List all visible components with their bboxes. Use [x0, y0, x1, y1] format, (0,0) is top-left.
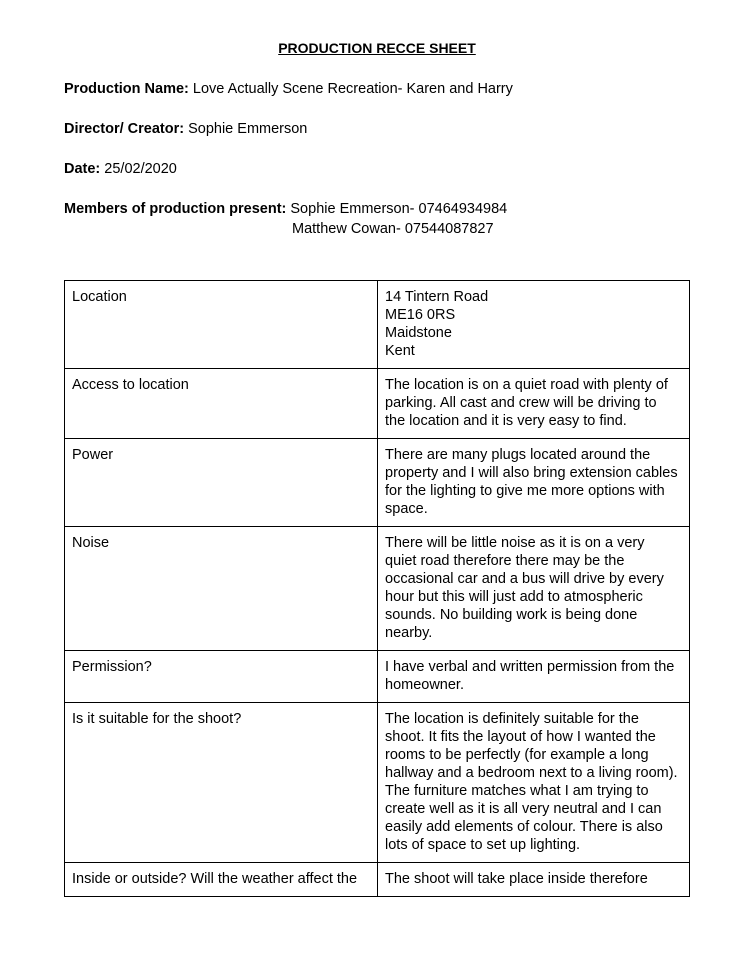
row-value-line: 14 Tintern Road	[385, 289, 489, 305]
director-field	[64, 120, 307, 138]
row-value	[378, 527, 690, 651]
date-field	[64, 160, 177, 178]
recce-table	[64, 280, 690, 897]
table-row	[65, 651, 690, 703]
row-value-line: There will be little noise as it is on a very	[385, 535, 645, 551]
date-label: Date:	[64, 161, 101, 177]
row-value-line: occasional car and a bus will drive by every	[385, 571, 664, 587]
row-value	[378, 369, 690, 439]
row-label: Location	[65, 281, 378, 369]
table-row	[65, 369, 690, 439]
row-label: Access to location	[65, 369, 378, 439]
row-value-line: The location is definitely suitable for the	[385, 711, 639, 727]
director-label: Director/ Creator:	[64, 121, 185, 137]
row-value-line: the location and it is very easy to find.	[385, 413, 627, 429]
table-row	[65, 281, 690, 369]
row-value	[378, 651, 690, 703]
date-value: 25/02/2020	[104, 161, 177, 177]
production-name-field	[64, 80, 513, 98]
row-label: Power	[65, 439, 378, 527]
row-value-line: quiet road therefore there may be the	[385, 553, 625, 569]
row-label: Noise	[65, 527, 378, 651]
production-name-label: Production Name:	[64, 81, 189, 97]
row-value-line: I have verbal and written permission from the	[385, 659, 675, 675]
table-row	[65, 703, 690, 863]
members-field	[64, 200, 507, 218]
member-2: Matthew Cowan- 07544087827	[292, 221, 494, 237]
row-value-line: homeowner.	[385, 677, 464, 693]
row-value	[378, 439, 690, 527]
director-value: Sophie Emmerson	[188, 121, 308, 137]
table-row	[65, 439, 690, 527]
row-value-line: Kent	[385, 343, 415, 359]
row-value-line: ME16 0RS	[385, 307, 456, 323]
row-value-line: The shoot will take place inside therefore	[385, 871, 648, 887]
row-label: Inside or outside? Will the weather affect the	[65, 863, 378, 897]
row-label: Permission?	[65, 651, 378, 703]
row-value-line: lots of space to set up lighting.	[385, 837, 581, 853]
row-value	[378, 863, 690, 897]
row-value-line: nearby.	[385, 625, 433, 641]
table-row	[65, 527, 690, 651]
row-value-line: rooms to be perfectly (for example a long	[385, 747, 649, 763]
row-label: Is it suitable for the shoot?	[65, 703, 378, 863]
production-name-value: Love Actually Scene Recreation- Karen and Harry	[192, 81, 513, 97]
row-value-line: hallway and a bedroom next to a living room).	[385, 765, 678, 781]
row-value-line: Maidstone	[385, 325, 452, 341]
row-value-line: create well as it is all very neutral and I can	[385, 801, 662, 817]
row-value	[378, 703, 690, 863]
member-1: Sophie Emmerson- 07464934984	[290, 201, 508, 217]
row-value-line: parking. All cast and crew will be driving to	[385, 395, 657, 411]
row-value-line: easily add elements of colour. There is also	[385, 819, 663, 835]
row-value-line: property and I will also bring extension cables	[385, 465, 678, 481]
row-value-line: sounds. No building work is being done	[385, 607, 638, 623]
row-value-line: hour but this will just add to atmospheric	[385, 589, 643, 605]
page-title: PRODUCTION RECCE SHEET	[278, 40, 476, 56]
table-row	[65, 863, 690, 897]
row-value-line: for the lighting to give me more options with	[385, 483, 665, 499]
row-value-line: space.	[385, 501, 428, 517]
row-value-line: The location is on a quiet road with plenty of	[385, 377, 668, 393]
row-value-line: shoot. It fits the layout of how I wanted the	[385, 729, 656, 745]
row-value-line: The furniture matches what I am trying to	[385, 783, 649, 799]
row-value-line: There are many plugs located around the	[385, 447, 651, 463]
row-value	[378, 281, 690, 369]
members-label: Members of production present:	[64, 201, 287, 217]
